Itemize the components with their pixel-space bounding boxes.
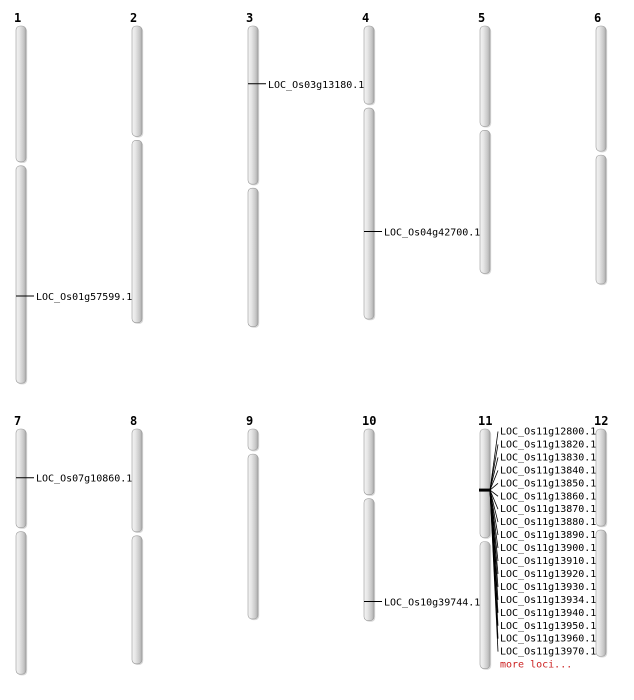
cluster-locus-label[interactable]: LOC_Os11g13900.1 [500,543,597,555]
chromosome-arm-short [480,429,490,538]
chromosome-arm-short [596,429,606,526]
cluster-locus-label[interactable]: LOC_Os11g13820.1 [500,439,597,451]
chromosome-arm-short [16,26,26,162]
chromosome-arm-short [364,26,374,104]
cluster-locus-label[interactable]: LOC_Os11g13934.1 [500,594,597,606]
cluster-locus[interactable] [490,478,596,490]
locus-label[interactable]: LOC_Os10g39744.1 [384,597,481,609]
locus-marker[interactable] [16,292,132,303]
chromosome-arm-long [596,530,606,656]
chromosome-number: 6 [594,11,602,25]
chromosome-arm-short [364,429,374,495]
chromosome-arm-long [16,166,26,383]
chromosome-arm-long [596,155,606,284]
cluster-band [479,489,491,492]
locus-label[interactable]: LOC_Os01g57599.1 [36,291,133,303]
cluster-locus-label[interactable]: LOC_Os11g13970.1 [500,646,597,658]
chromosome-arm-long [364,108,374,319]
chromosome-8[interactable] [130,414,143,665]
chromosome-number: 4 [362,11,370,25]
locus-marker[interactable] [364,228,480,239]
chromosome-arm-short [248,26,258,184]
chromosome-arm-short [596,26,606,151]
cluster-locus-label[interactable]: LOC_Os11g13850.1 [500,478,597,490]
chromosome-11[interactable] [478,414,492,670]
chromosome-number: 9 [246,414,254,428]
chromosome-arm-short [248,429,258,450]
locus-label[interactable]: LOC_Os07g10860.1 [36,473,133,485]
cluster-locus-label[interactable]: LOC_Os11g13920.1 [500,568,597,580]
cluster-locus-label[interactable]: LOC_Os11g13870.1 [500,504,597,516]
chromosome-arm-short [132,429,142,532]
more-loci-link[interactable]: more loci... [500,659,573,671]
chromosome-9[interactable] [246,414,259,620]
cluster-locus-label[interactable]: LOC_Os11g13910.1 [500,556,597,567]
cluster-locus-label[interactable]: LOC_Os11g13890.1 [500,530,597,542]
cluster-locus-label[interactable]: LOC_Os11g12800.1 [500,426,597,438]
chromosome-4[interactable] [362,11,375,320]
locus-label[interactable]: LOC_Os04g42700.1 [384,227,481,239]
cluster-locus[interactable] [490,490,596,502]
chromosome-arm-long [480,130,490,273]
chromosome-number: 8 [130,414,138,428]
chromosome-2[interactable] [130,11,143,324]
locus-marker[interactable] [248,80,364,91]
chromosome-arm-long [248,454,258,619]
chromosome-10[interactable] [362,414,376,622]
locus-cluster [479,427,596,671]
chromosome-number: 3 [246,11,254,25]
chromosome-arm-long [132,140,142,322]
chromosome-arm-long [480,542,490,669]
chromosome-number: 11 [478,414,493,428]
locus-marker[interactable] [364,598,480,609]
chromosome-arm-long [364,499,374,621]
cluster-locus-label[interactable]: LOC_Os11g13840.1 [500,465,597,477]
chromosome-arm-long [132,536,142,664]
chromosome-6[interactable] [594,11,607,285]
chromosome-number: 7 [14,414,22,428]
chromosome-arm-long [248,188,258,326]
cluster-locus-label[interactable]: LOC_Os11g13950.1 [500,620,597,632]
chromosome-number: 12 [594,414,609,428]
chromosome-number: 1 [14,11,22,25]
chromosome-arm-short [16,429,26,528]
cluster-locus-label[interactable]: LOC_Os11g13930.1 [500,581,597,593]
chromosome-arm-long [16,532,26,674]
cluster-locus-label[interactable]: LOC_Os11g13960.1 [500,633,597,645]
chromosome-3[interactable] [246,11,259,328]
locus-label[interactable]: LOC_Os03g13180.1 [268,79,365,91]
cluster-locus-label[interactable]: LOC_Os11g13940.1 [500,607,597,619]
chromosome-number: 5 [478,11,486,25]
locus-marker[interactable] [16,474,132,485]
chromosome-arm-short [480,26,490,126]
cluster-locus-label[interactable]: LOC_Os11g13860.1 [500,491,597,503]
chromosome-7[interactable] [14,414,27,675]
loci-layer [16,80,596,671]
chromosome-arm-short [132,26,142,136]
chromosome-number: 2 [130,11,138,25]
chromosome-number: 10 [362,414,377,428]
chromosome-1[interactable] [14,11,27,384]
cluster-locus-label[interactable]: LOC_Os11g13880.1 [500,517,597,529]
cluster-locus-label[interactable]: LOC_Os11g13830.1 [500,452,597,464]
